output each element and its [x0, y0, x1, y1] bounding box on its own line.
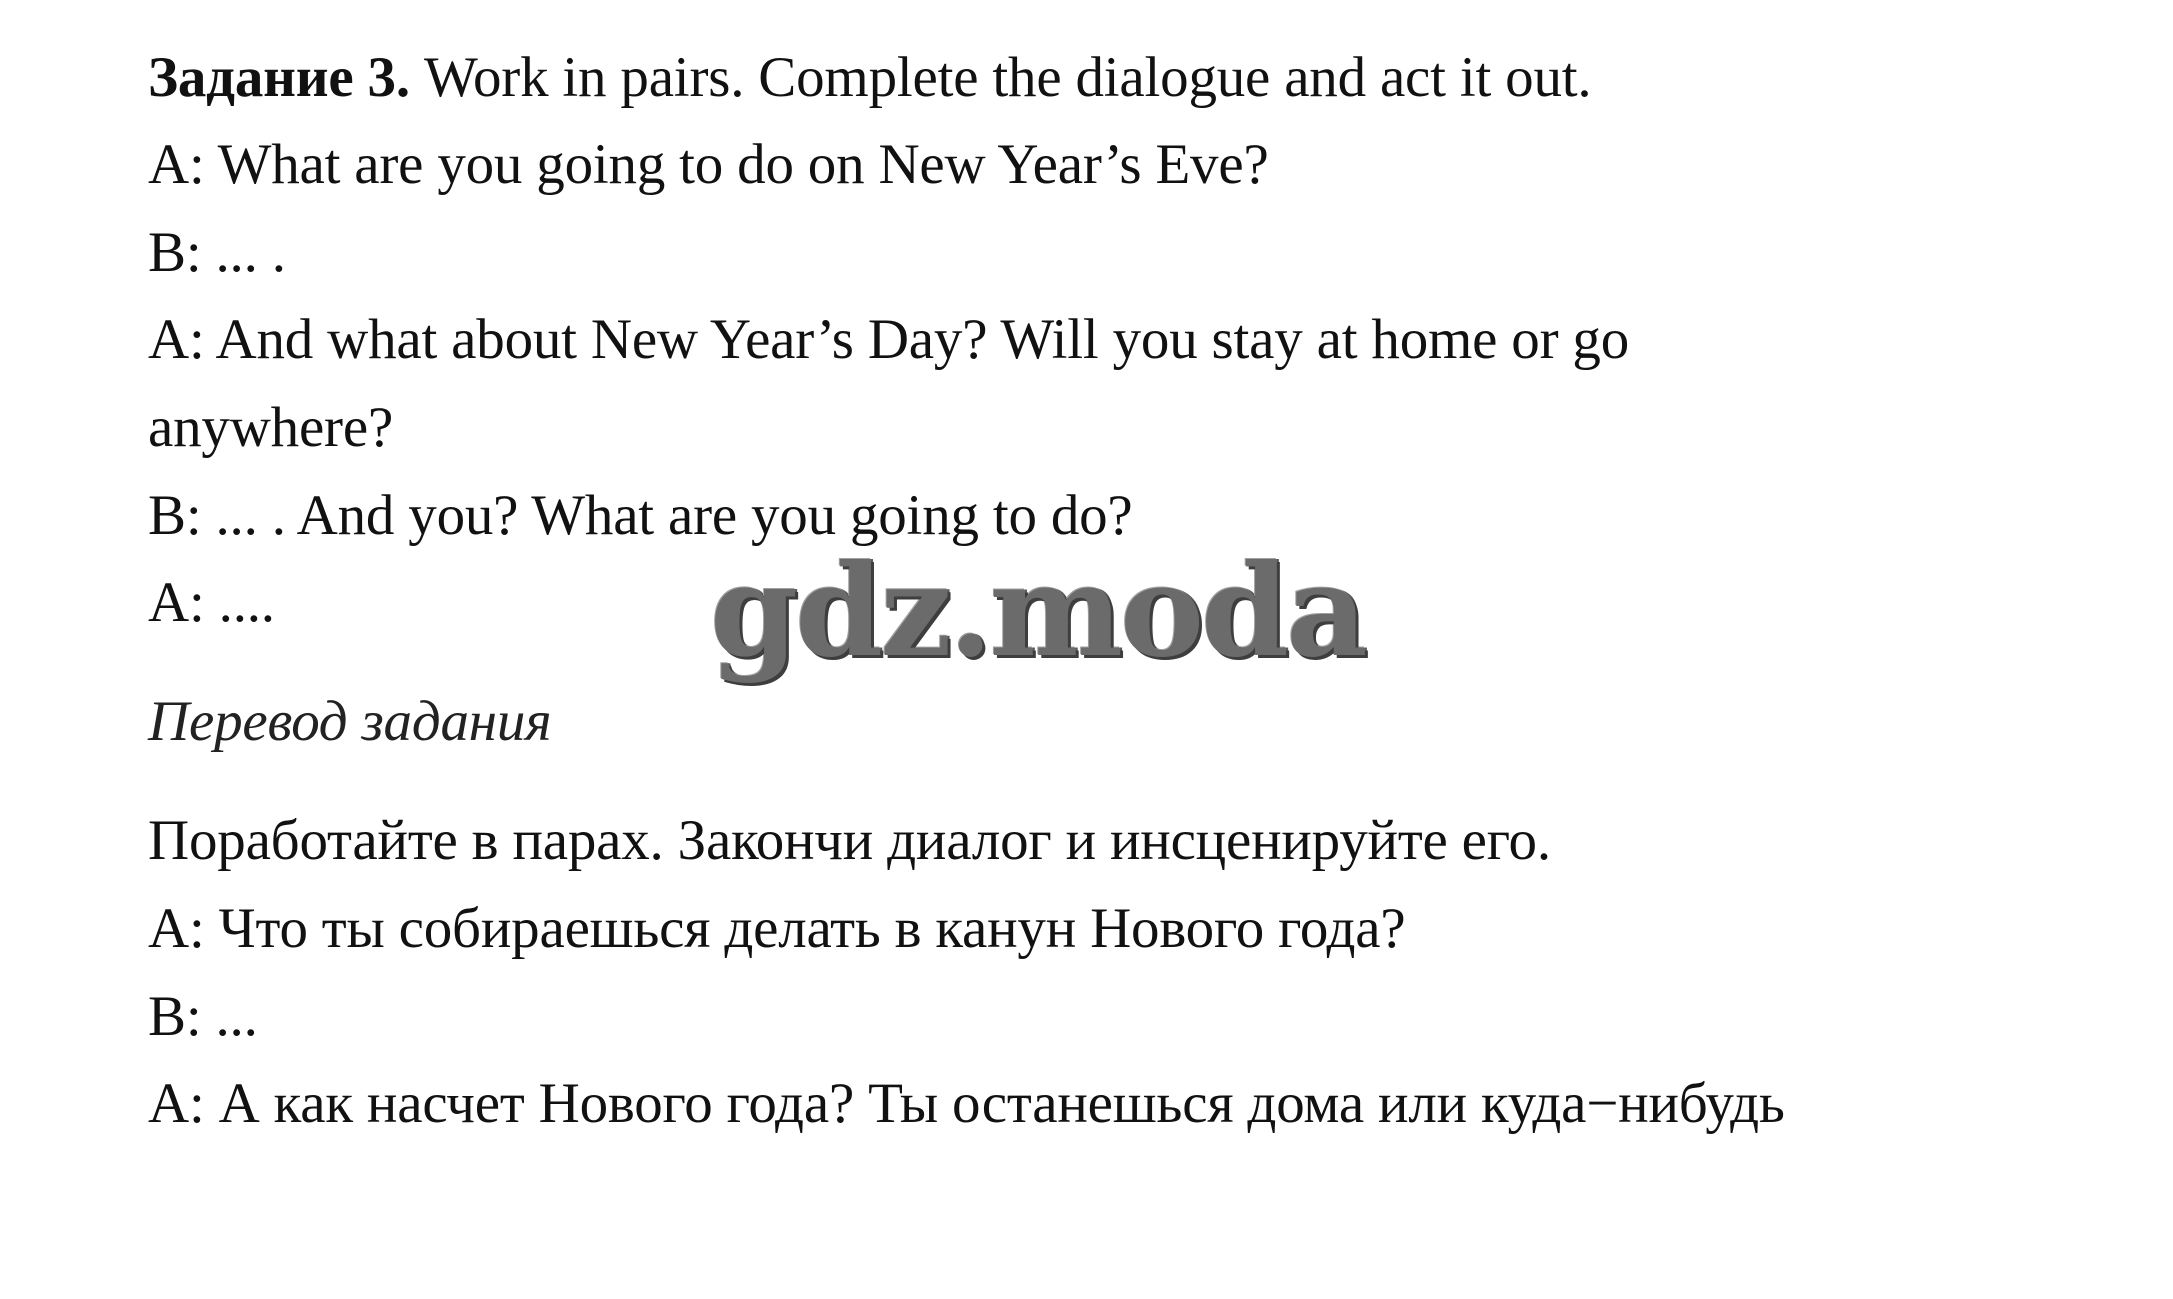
- dialogue-line: B: ... . And you? What are you going to do?: [148, 484, 1133, 547]
- task-instruction: Work in pairs. Complete the dialogue and act it out.: [409, 46, 1592, 109]
- watermark-logo: gdz.moda: [710, 537, 1365, 685]
- translation-dialogue-line: B: ...: [148, 985, 258, 1048]
- dialogue-line: A: And what about New Year’s Day? Will you stay at home or go: [148, 308, 1630, 371]
- translation-dialogue-line: A: А как насчет Нового года? Ты останешься дома или куда−нибудь: [148, 1072, 1785, 1135]
- dialogue-line: anywhere?: [148, 396, 394, 459]
- translation-intro: Поработайте в парах. Закончи диалог и инсценируйте его.: [148, 809, 1551, 872]
- task-number: Задание 3.: [148, 46, 410, 109]
- dialogue-line: B: ... .: [148, 221, 286, 284]
- dialogue-line: A: What are you going to do on New Year’s Eve?: [148, 133, 1269, 196]
- translation-dialogue-line: A: Что ты собираешься делать в канун Нового года?: [148, 897, 1406, 960]
- task-heading: [148, 46, 1592, 109]
- translation-heading: Перевод задания: [148, 690, 552, 753]
- dialogue-line: A: ....: [148, 571, 275, 634]
